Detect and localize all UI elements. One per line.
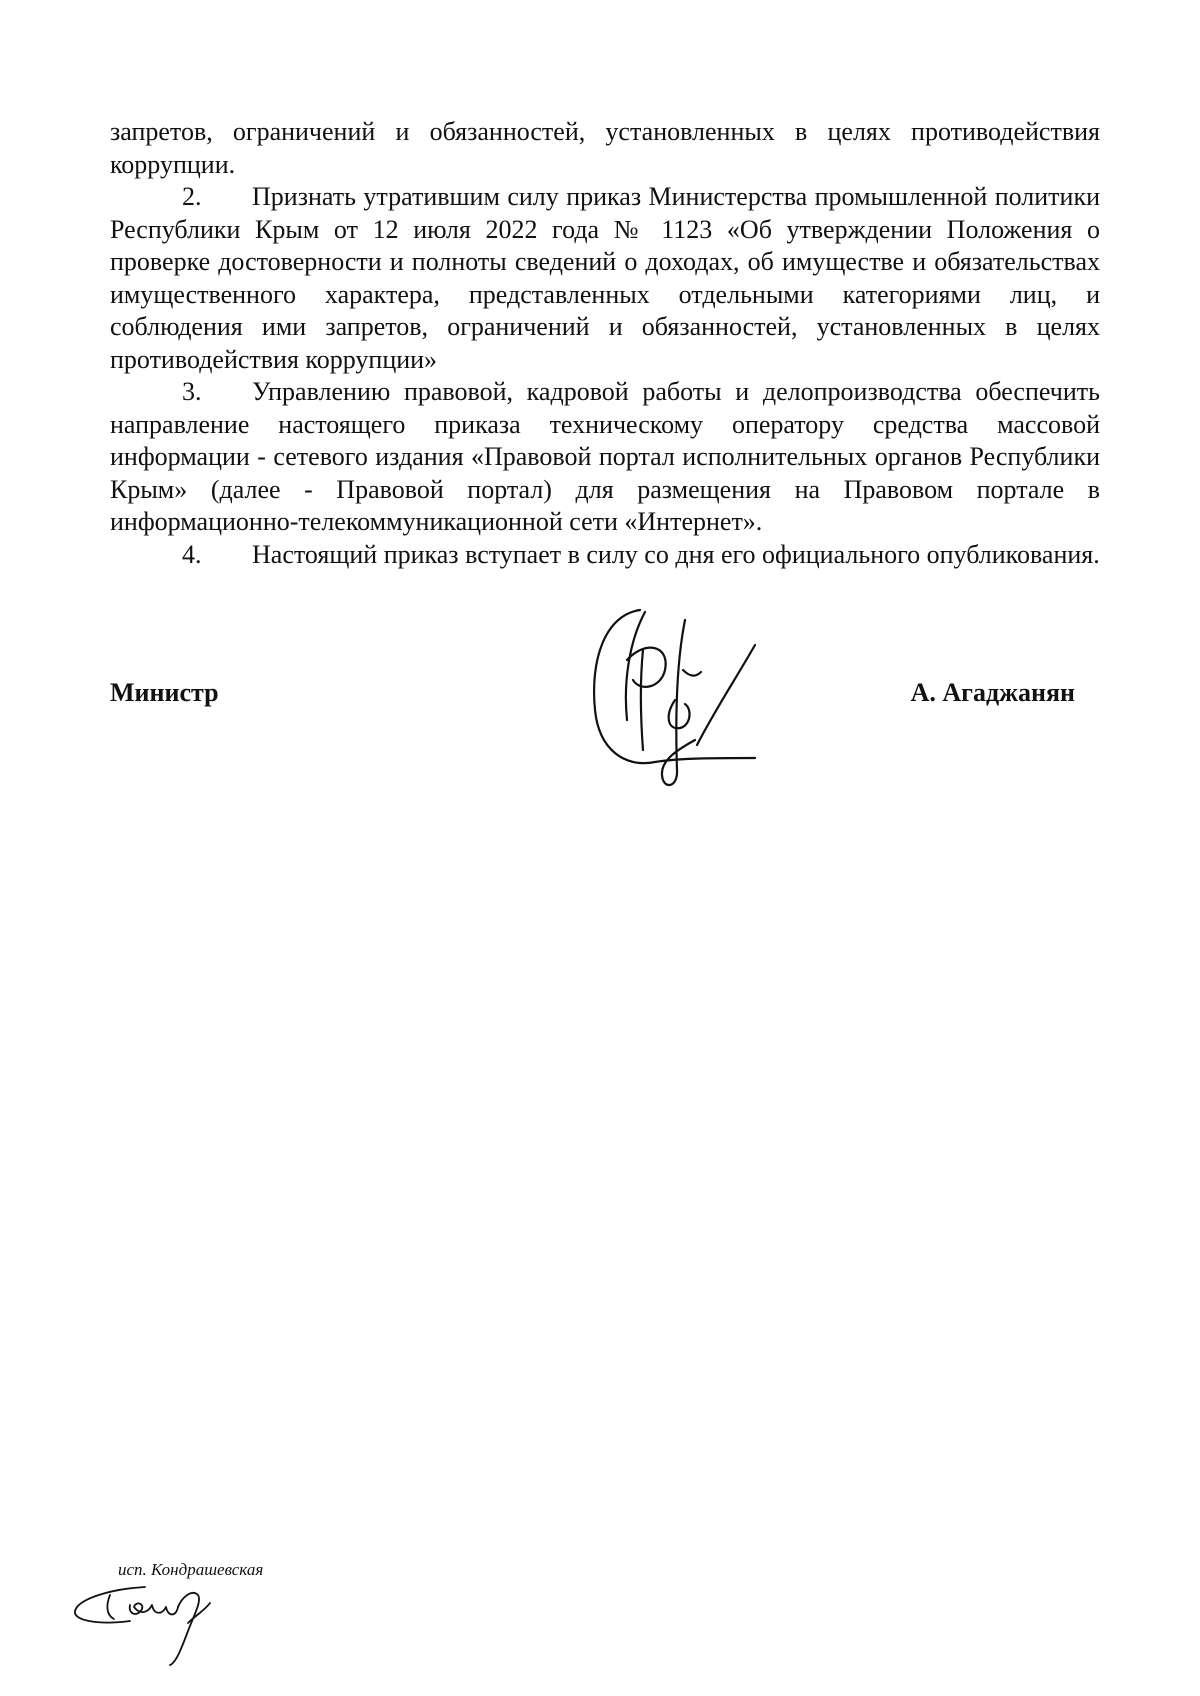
paragraph-3 (110, 376, 1100, 539)
handwritten-signature (585, 600, 775, 790)
signatory-position: Министр (110, 678, 219, 707)
paragraph-number: 3. (182, 377, 202, 406)
signatory-name: А. Агаджанян (910, 678, 1075, 707)
paragraph-2 (110, 181, 1100, 376)
paragraph-text: Признать утратившим силу приказ Министерства промышленной политики Республики Крым от 12 июля 2022 года № 1123 «Об утверждении Положения о проверке достоверности и полноты сведений о доходах, об имуществе и обязательствах имущественного характера, представленных отдельными категориями лиц, и соблюдения ими запретов, ограничений и обязанностей, установленных в целях противодействия коррупции» (110, 182, 1100, 374)
paragraph-text: Управлению правовой, кадровой работы и делопроизводства обеспечить направление настоящего приказа техническому оператору средства массовой информации - сетевого издания «Правовой портал исполнительных органов Республики Крым» (далее - Правовой портал) для размещения на Правовом портале в информационно-телекоммуникационной сети «Интернет». (110, 377, 1100, 536)
executor-label: исп. Кондрашевская (118, 1560, 264, 1579)
paragraph-4 (110, 539, 1100, 572)
document-body (110, 116, 1100, 571)
paragraph-text: Настоящий приказ вступает в силу со дня его официального опубликования. (252, 539, 1100, 569)
paragraph-text: запретов, ограничений и обязанностей, установленных в целях противодействия коррупции. (110, 117, 1100, 179)
paragraph-continuation (110, 116, 1100, 181)
paragraph-number: 4. (182, 539, 202, 569)
paragraph-number: 2. (182, 182, 202, 211)
executor-signature (70, 1575, 240, 1670)
